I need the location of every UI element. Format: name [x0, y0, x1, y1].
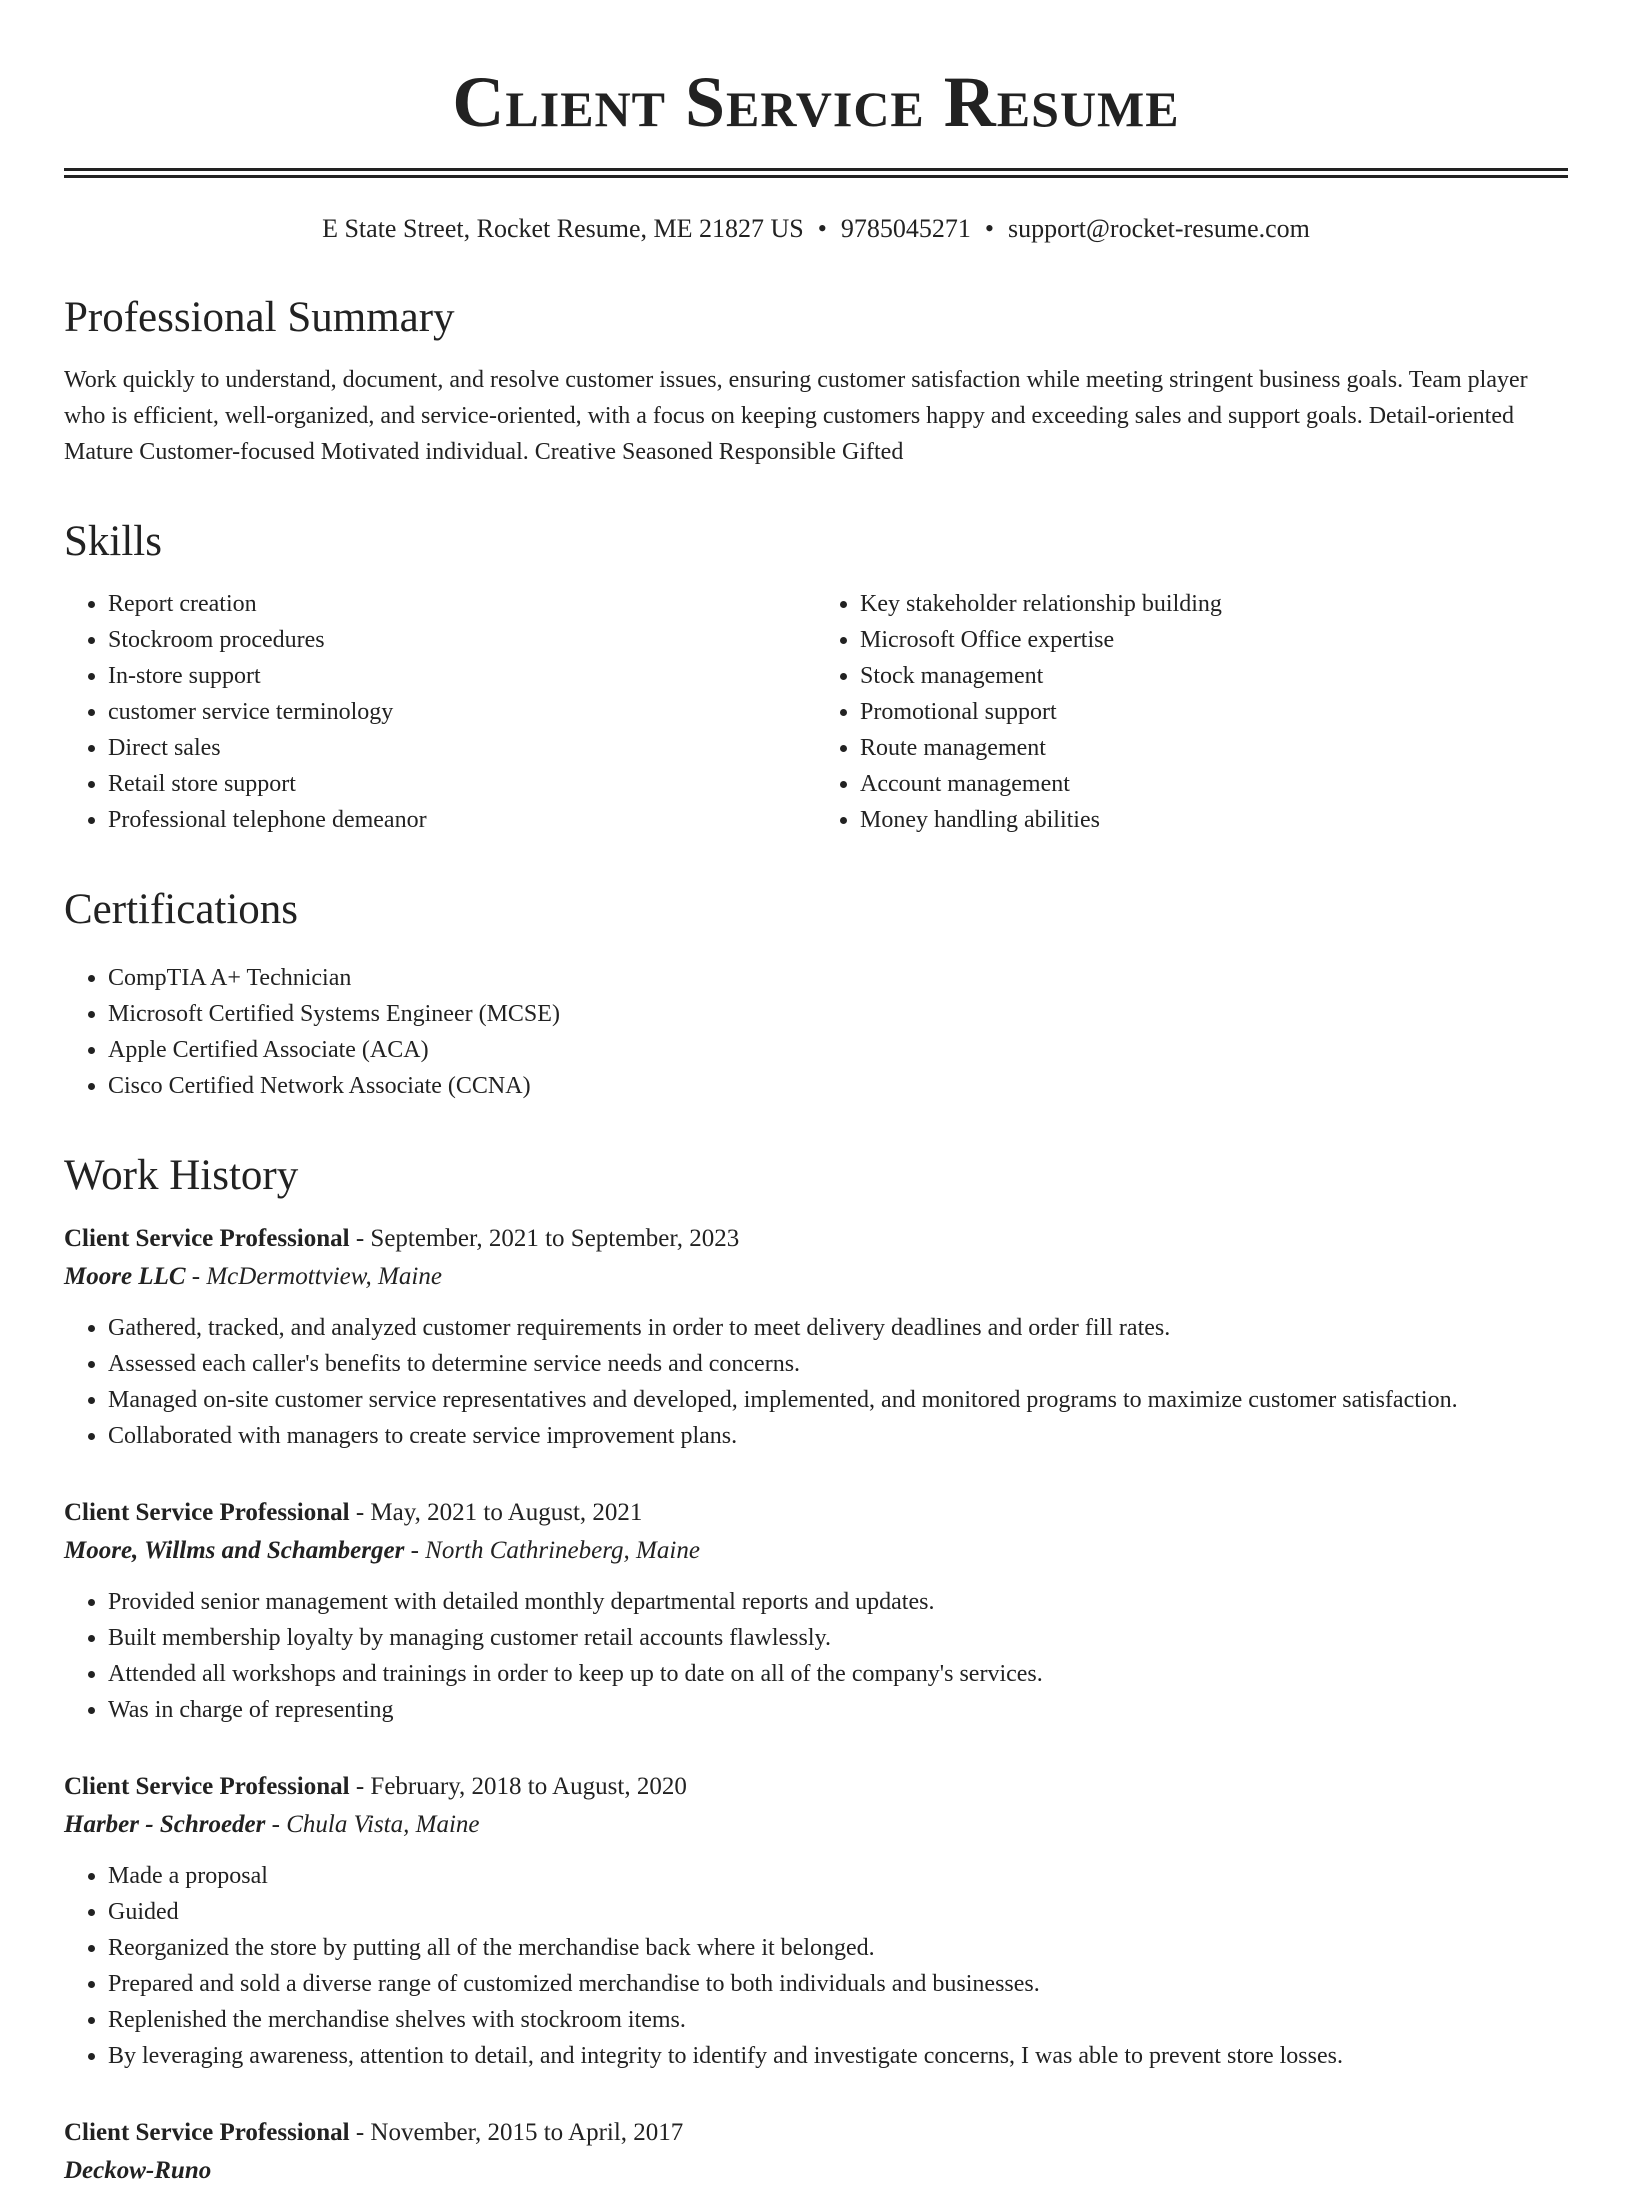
job-bullet: • Collaborated with managers to create service improvement plans. — [108, 1418, 1568, 1454]
job-role: Client Service Professional — [64, 1499, 350, 1526]
skill-item: • Microsoft Office expertise — [860, 622, 1568, 658]
job-bullet: • Attended all workshops and trainings in order to keep up to date on all of the company's services. — [108, 1656, 1568, 1692]
job-role: Client Service Professional — [64, 1225, 350, 1252]
job-bullet: • Made a proposal — [108, 1858, 1568, 1894]
contact-separator: • — [984, 214, 994, 243]
job-bullet: • Guided — [108, 1894, 1568, 1930]
job-bullet: • Gathered, tracked, and analyzed customer requirements in order to meet delivery deadlines and order fill rates. — [108, 1310, 1568, 1346]
skill-item: • Report creation — [108, 586, 816, 622]
work-history-heading: Work History — [64, 1152, 299, 1199]
certifications-heading: Certifications — [64, 886, 299, 933]
job-dates: - September, 2021 to September, 2023 — [349, 1225, 740, 1252]
job-dates: - February, 2018 to August, 2020 — [349, 1773, 687, 1800]
skill-item: • Professional telephone demeanor — [108, 802, 816, 838]
job-entry — [64, 1768, 1568, 2074]
job-entry — [64, 1220, 1568, 1454]
skill-item: • Direct sales — [108, 730, 816, 766]
job-bullet: • By leveraging awareness, attention to detail, and integrity to identify and investigate concerns, I was able to prevent store losses. — [108, 2038, 1568, 2074]
certification-item: • Apple Certified Associate (ACA) — [108, 1032, 1568, 1068]
contact-line — [64, 212, 1568, 246]
job-header — [64, 1220, 1568, 1258]
job-bullets — [64, 1310, 1568, 1454]
job-bullet: • Managed on-site customer service representatives and developed, implemented, and monitored programs to maximize customer satisfaction. — [108, 1382, 1568, 1418]
job-dates: - November, 2015 to April, 2017 — [349, 2119, 684, 2146]
skills-columns — [64, 586, 1568, 838]
resume-page — [0, 60, 1632, 2184]
contact-address: E State Street, Rocket Resume, ME 21827 US — [322, 214, 804, 243]
job-employer — [64, 1532, 1568, 1570]
certification-item: • Microsoft Certified Systems Engineer (MCSE) — [108, 996, 1568, 1032]
job-bullet: • Reorganized the store by putting all of the merchandise back where it belonged. — [108, 1930, 1568, 1966]
job-bullet: • Replenished the merchandise shelves with stockroom items. — [108, 2002, 1568, 2038]
skill-item: • Promotional support — [860, 694, 1568, 730]
skill-item: • Money handling abilities — [860, 802, 1568, 838]
job-entry — [64, 2114, 1568, 2190]
job-location: - North Cathrineberg, Maine — [404, 1537, 700, 1564]
job-role: Client Service Professional — [64, 1773, 350, 1800]
job-entry — [64, 1494, 1568, 1728]
job-employer — [64, 1806, 1568, 1844]
job-role: Client Service Professional — [64, 2119, 350, 2146]
resume-title: Client Service Resume — [452, 62, 1180, 142]
skills-heading: Skills — [64, 518, 162, 565]
job-location: - McDermottview, Maine — [185, 1263, 442, 1290]
contact-email: support@rocket-resume.com — [1007, 214, 1310, 243]
skill-item: • Account management — [860, 766, 1568, 802]
job-dates: - May, 2021 to August, 2021 — [349, 1499, 643, 1526]
skill-item: • Route management — [860, 730, 1568, 766]
skill-item: • Retail store support — [108, 766, 816, 802]
job-bullet: • Prepared and sold a diverse range of customized merchandise to both individuals and businesses. — [108, 1966, 1568, 2002]
skill-item: • Stock management — [860, 658, 1568, 694]
skill-item: • In-store support — [108, 658, 816, 694]
certification-item: • Cisco Certified Network Associate (CCNA) — [108, 1068, 1568, 1104]
contact-phone: 9785045271 — [840, 214, 971, 243]
job-company: Moore LLC — [64, 1263, 186, 1290]
certification-item: • CompTIA A+ Technician — [108, 960, 1568, 996]
job-bullets — [64, 1858, 1568, 2074]
job-header — [64, 2114, 1568, 2152]
skills-list-right — [816, 586, 1568, 838]
skill-item: • Stockroom procedures — [108, 622, 816, 658]
job-location: - Chula Vista, Maine — [265, 1811, 480, 1838]
job-employer — [64, 2152, 1568, 2190]
certifications-list — [64, 960, 1568, 1104]
skill-item: • Key stakeholder relationship building — [860, 586, 1568, 622]
job-company: Moore, Willms and Schamberger — [64, 1537, 405, 1564]
job-bullet: • Was in charge of representing — [108, 1692, 1568, 1728]
title-double-rule — [64, 168, 1568, 178]
skill-item: • customer service terminology — [108, 694, 816, 730]
contact-separator: • — [817, 214, 827, 243]
summary-heading: Professional Summary — [64, 294, 455, 341]
job-bullet: • Assessed each caller's benefits to determine service needs and concerns. — [108, 1346, 1568, 1382]
summary-text: Work quickly to understand, document, and resolve customer issues, ensuring customer satisfaction while meeting stringent business goals. Team player who is efficient, well-organized, and service-oriented, with a focus on keeping customers happy and exceeding sales and support goals. Detail-oriented Mature Customer-focused Motivated individual. Creative Seasoned Responsible Gifted — [64, 367, 1528, 465]
job-bullet: • Built membership loyalty by managing customer retail accounts flawlessly. — [108, 1620, 1568, 1656]
job-company: Harber - Schroeder — [64, 1811, 266, 1838]
skills-list-left — [64, 586, 816, 838]
job-company: Deckow-Runo — [64, 2157, 212, 2184]
job-bullets — [64, 1584, 1568, 1728]
job-employer — [64, 1258, 1568, 1296]
job-header — [64, 1768, 1568, 1806]
job-bullet: • Provided senior management with detailed monthly departmental reports and updates. — [108, 1584, 1568, 1620]
job-header — [64, 1494, 1568, 1532]
